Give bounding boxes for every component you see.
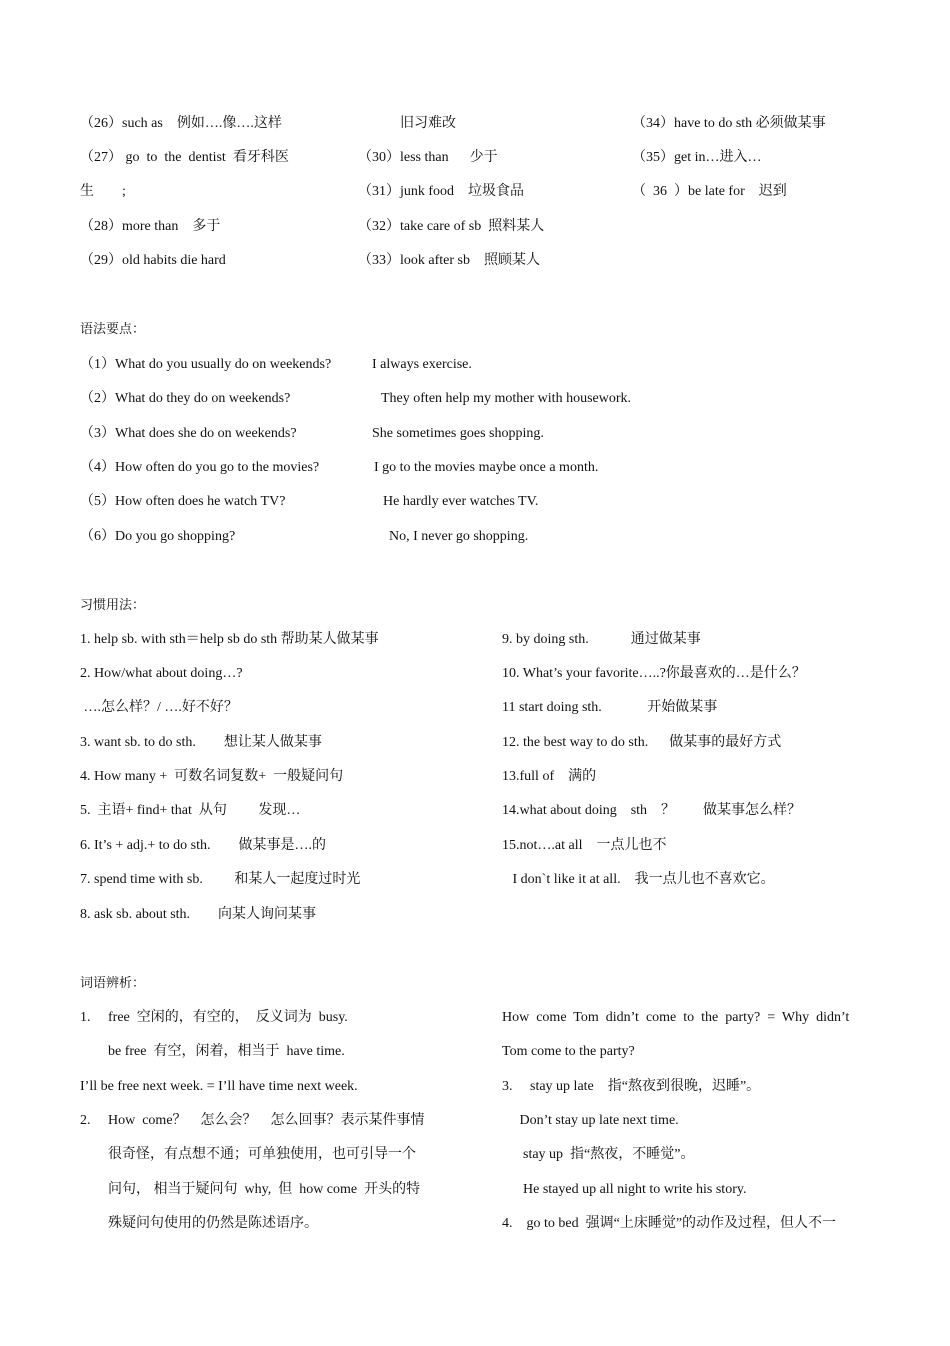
grammar-answer-3: She sometimes goes shopping. [372,426,544,441]
phrase-28: （28）more than 多于 [80,219,221,234]
analysis-right-line-7: 4. go to bed 强调“上床睡觉”的动作及过程，但人不一 [502,1216,837,1231]
usage-item-9: 9. by doing sth. 通过做某事 [502,632,701,647]
grammar-question-6: （6）Do you go shopping? [80,529,236,544]
usage-item-2: 2. How/what about doing…? [80,666,243,681]
usage-item-2-meaning: ….怎么样？/ ….好不好？ [80,700,238,715]
analysis-left-line-1: 1. free 空闲的，有空的， 反义词为 busy. [80,1010,348,1025]
phrase-30: （30）less than 少于 [358,150,498,165]
phrase-35: （35）get in…进入… [632,150,762,165]
usage-item-15: 15.not….at all 一点儿也不 [502,838,667,853]
phrase-29-meaning: 旧习难改 [400,116,456,131]
phrase-33: （33）look after sb 照顾某人 [358,253,540,268]
grammar-heading: 语法要点： [80,322,146,337]
usage-item-11: 11 start doing sth. 开始做某事 [502,700,718,715]
analysis-left-line-2: be free 有空，闲着，相当于 have time. [80,1044,345,1059]
usage-item-6: 6. It’s + adj.+ to do sth. 做某事是….的 [80,838,327,853]
grammar-answer-6: No, I never go shopping. [389,529,529,544]
phrase-26: （26）such as 例如….像….这样 [80,116,282,131]
usage-item-4: 4. How many + 可数名词复数+ 一般疑问句 [80,769,344,784]
phrase-29: （29）old habits die hard [80,253,226,268]
phrase-27-cont: 生 ; [80,184,126,199]
usage-item-15-example: I don`t like it at all. 我一点儿也不喜欢它。 [502,872,775,887]
grammar-question-3: （3）What does she do on weekends? [80,426,297,441]
analysis-right-line-2: Tom come to the party? [502,1044,635,1059]
grammar-question-1: （1）What do you usually do on weekends? [80,357,332,372]
grammar-question-2: （2）What do they do on weekends? [80,391,291,406]
analysis-right-line-3: 3. stay up late 指“熬夜到很晚，迟睡”。 [502,1079,761,1094]
analysis-left-line-3: I’ll be free next week. = I’ll have time next week. [80,1079,358,1094]
usage-item-13: 13.full of 满的 [502,769,597,784]
grammar-answer-2: They often help my mother with housework. [381,391,632,406]
usage-item-12: 12. the best way to do sth. 做某事的最好方式 [502,735,782,750]
analysis-heading: 词语辨析： [80,976,146,991]
phrase-27: （27） go to the dentist 看牙科医 [80,150,289,165]
analysis-right-line-1: How come Tom didn’t come to the party? = Why didn’t [502,1010,850,1025]
usage-item-3: 3. want sb. to do sth. 想让某人做某事 [80,735,322,750]
usage-heading: 习惯用法： [80,598,146,613]
phrase-31: （31）junk food 垃圾食品 [358,184,525,199]
analysis-right-line-4: Don’t stay up late next time. [502,1113,679,1128]
usage-item-5: 5. 主语+ find+ that 从句 发现… [80,803,301,818]
analysis-right-line-6: He stayed up all night to write his story. [502,1182,747,1197]
grammar-answer-1: I always exercise. [372,357,472,372]
usage-item-10: 10. What’s your favorite…..?你最喜欢的…是什么？ [502,666,806,681]
analysis-left-line-5: 很奇怪，有点想不通；可单独使用，也可引导一个 [80,1147,416,1162]
phrase-32: （32）take care of sb 照料某人 [358,219,545,234]
analysis-right-line-5: stay up 指“熬夜，不睡觉”。 [502,1147,695,1162]
analysis-left-line-4: 2. How come？ 怎么会？ 怎么回事？表示某件事情 [80,1113,425,1128]
usage-item-8: 8. ask sb. about sth. 向某人询问某事 [80,907,317,922]
usage-item-14: 14.what about doing sth ？ 做某事怎么样？ [502,803,802,818]
grammar-answer-4: I go to the movies maybe once a month. [374,460,599,475]
analysis-left-line-6: 问句， 相当于疑问句 why, 但 how come 开头的特 [80,1182,421,1197]
grammar-question-4: （4）How often do you go to the movies? [80,460,320,475]
phrase-34: （34）have to do sth 必须做某事 [632,116,826,131]
analysis-left-line-7: 殊疑问句使用的仍然是陈述语序。 [80,1216,318,1231]
grammar-answer-5: He hardly ever watches TV. [383,494,539,509]
usage-item-7: 7. spend time with sb. 和某人一起度过时光 [80,872,361,887]
grammar-question-5: （5）How often does he watch TV? [80,494,286,509]
phrase-36: （ 36 ）be late for 迟到 [632,184,787,199]
usage-item-1: 1. help sb. with sth＝help sb do sth 帮助某人做某事 [80,632,379,647]
